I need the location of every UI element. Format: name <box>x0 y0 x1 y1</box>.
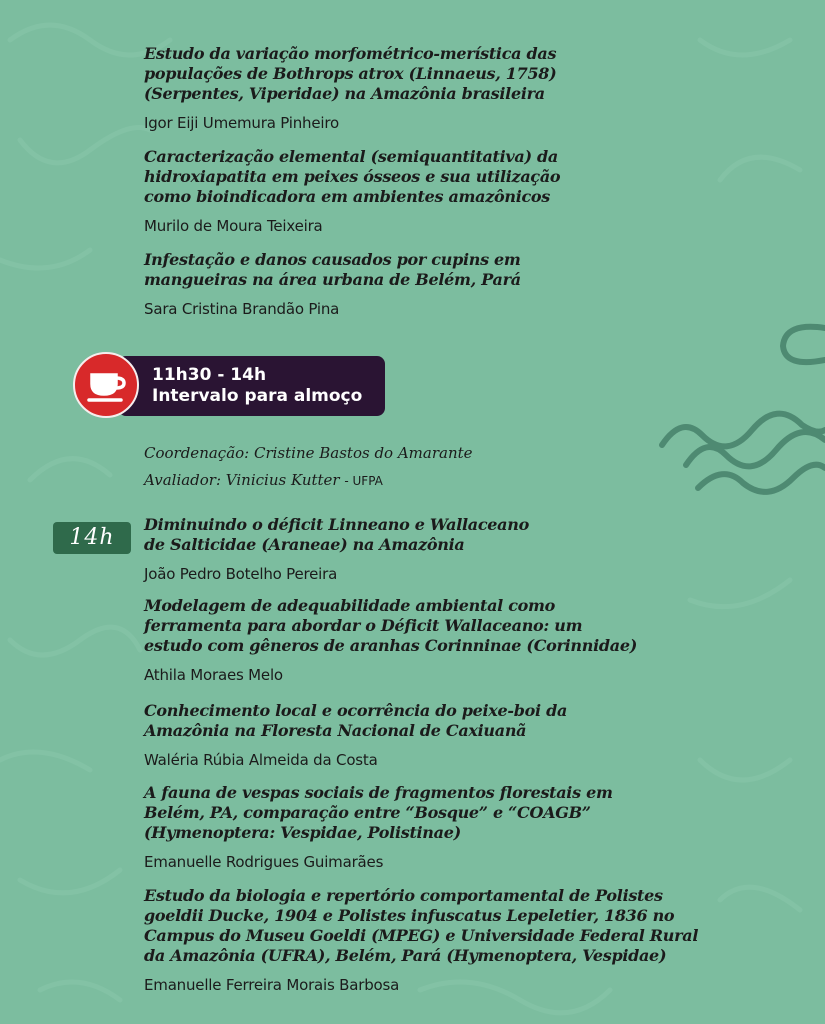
talk-title: Caracterização elemental (semiquantitativa) da hidroxiapatita em peixes ósseos e sua utilização como bioindicadora em ambientes amazônicos <box>144 147 561 206</box>
talk-item <box>144 783 744 871</box>
talk-title: Estudo da variação morfométrico-merística das populações de Bothrops atrox (Linnaeus, 1758) (Serpentes, Viperidae) na Amazônia brasileira <box>144 44 557 103</box>
evaluator-line <box>144 471 383 490</box>
evaluator: Avaliador: Vinicius Kutter <box>144 471 340 489</box>
talk-author: Igor Eiji Umemura Pinheiro <box>144 114 339 132</box>
talk-author: João Pedro Botelho Pereira <box>144 565 338 583</box>
talk-item <box>144 250 744 318</box>
evaluator-affiliation: - UFPA <box>344 474 383 488</box>
talk-item <box>144 886 744 994</box>
wave-decoration <box>650 320 825 500</box>
talk-title: Modelagem de adequabilidade ambiental como ferramenta para abordar o Déficit Wallaceano: um estudo com gêneros de aranhas Corinninae (Corinnidae) <box>144 596 637 655</box>
talk-item <box>144 515 744 583</box>
coffee-cup-icon <box>73 352 139 418</box>
talk-author: Emanuelle Ferreira Morais Barbosa <box>144 976 400 994</box>
talk-author: Murilo de Moura Teixeira <box>144 217 323 235</box>
break-time: 11h30 - 14h <box>152 365 267 385</box>
coordination: Coordenação: Cristine Bastos do Amarante <box>144 444 473 462</box>
talk-title: Conhecimento local e ocorrência do peixe-boi da Amazônia na Floresta Nacional de Caxiuanã <box>144 701 568 740</box>
talk-title: Estudo da biologia e repertório comportamental de Polistes goeldii Ducke, 1904 e Polistes infuscatus Lepeletier, 1836 no Campus do Museu Goeldi (MPEG) e Universidade Federal Rural da Amazônia (UFRA), Belém, Pará (Hymenoptera, Vespidae) <box>144 886 699 965</box>
talk-item <box>144 147 744 235</box>
time-badge: 14h <box>53 522 131 554</box>
break-info <box>152 365 362 407</box>
talk-author: Emanuelle Rodrigues Guimarães <box>144 853 384 871</box>
talk-title: Infestação e danos causados por cupins em mangueiras na área urbana de Belém, Pará <box>144 250 521 289</box>
talk-item <box>144 701 744 769</box>
break-label: Intervalo para almoço <box>152 386 363 406</box>
talk-title: A fauna de vespas sociais de fragmentos florestais em Belém, PA, comparação entre “Bosque” e “COAGB” (Hymenoptera: Vespidae, Polistinae) <box>144 783 613 842</box>
talk-item <box>144 596 744 684</box>
talk-author: Waléria Rúbia Almeida da Costa <box>144 751 378 769</box>
talk-author: Sara Cristina Brandão Pina <box>144 300 340 318</box>
talk-author: Athila Moraes Melo <box>144 666 283 684</box>
talk-title: Diminuindo o déficit Linneano e Wallaceano de Salticidae (Araneae) na Amazônia <box>144 515 529 554</box>
talk-item <box>144 44 744 132</box>
